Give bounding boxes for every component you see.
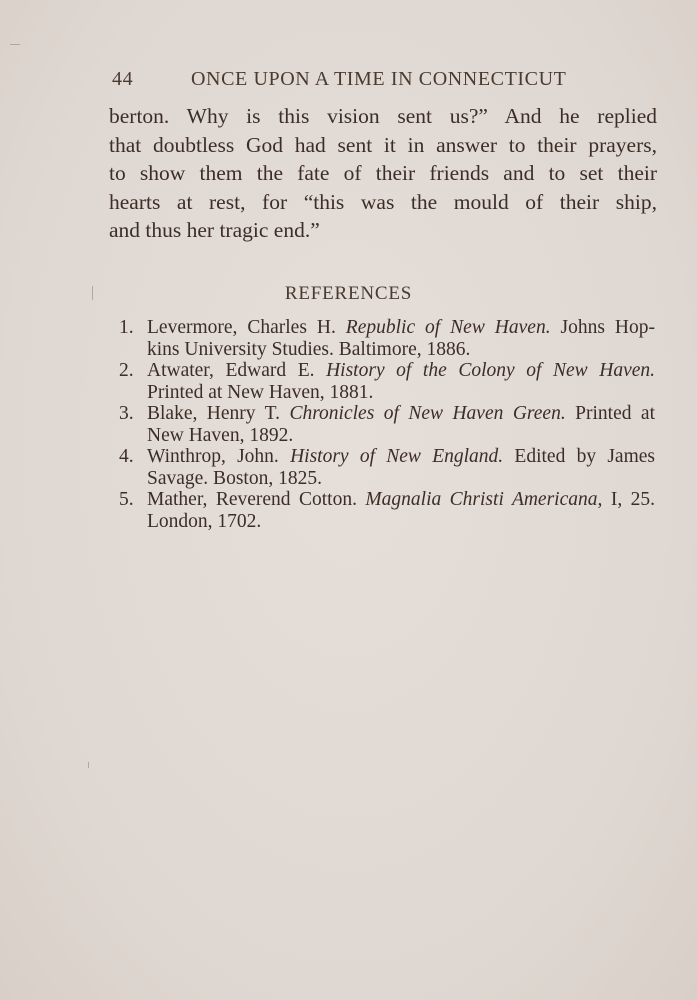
reference-number: 4.: [119, 446, 134, 467]
reference-title: Chronicles of New Haven Green.: [289, 403, 566, 424]
reference-item: [119, 489, 655, 532]
references-heading: REFERENCES: [284, 283, 413, 304]
margin-mark: [88, 762, 89, 768]
text-line: hearts at rest, for “this was the mould of their ship,: [109, 189, 657, 214]
reference-line-2: Printed at New Haven, 1881.: [147, 381, 374, 403]
reference-author: Atwater, Edward E.: [147, 360, 315, 381]
reference-title: History of New England.: [290, 446, 504, 467]
reference-number: 3.: [119, 403, 134, 424]
reference-line: [147, 446, 655, 468]
reference-item: [119, 403, 655, 446]
reference-author: Levermore, Charles H.: [147, 317, 336, 338]
text-line: and thus her tragic end.”: [109, 218, 320, 242]
reference-item: [119, 317, 655, 360]
reference-author: Mather, Reverend Cotton.: [147, 489, 357, 510]
reference-detail: Edited by James: [514, 446, 656, 467]
reference-line: [147, 489, 655, 511]
reference-line-2: Savage. Boston, 1825.: [147, 467, 322, 489]
text-line: that doubtless God had sent it in answer to their prayers,: [109, 132, 657, 157]
reference-detail: Johns Hop-: [560, 317, 655, 338]
text-line: berton. Why is this vision sent us?” And he replied: [109, 104, 657, 128]
reference-title: Republic of New Haven.: [345, 317, 551, 338]
reference-number: 1.: [119, 317, 134, 338]
running-title: ONCE UPON A TIME IN CONNECTICUT: [191, 68, 567, 90]
reference-number: 2.: [119, 360, 134, 381]
page-number: 44: [112, 68, 134, 90]
reference-detail: I, 25.: [610, 489, 656, 510]
body-paragraph: [109, 102, 657, 245]
reference-item: [119, 360, 655, 403]
reference-item: [119, 446, 655, 489]
reference-line: [147, 403, 655, 425]
reference-title: Magnalia Christi Americana,: [365, 489, 603, 510]
reference-number: 5.: [119, 489, 134, 510]
reference-line: [147, 360, 655, 382]
reference-author: Blake, Henry T.: [147, 403, 280, 424]
reference-title: History of the Colony of New Haven.: [326, 360, 656, 381]
reference-line-2: London, 1702.: [147, 510, 262, 532]
references-list: [119, 317, 655, 532]
reference-line-2: New Haven, 1892.: [147, 424, 294, 446]
text-line: to show them the fate of their friends and to set their: [109, 161, 657, 185]
reference-line: [147, 317, 655, 339]
reference-author: Winthrop, John.: [147, 446, 279, 467]
reference-line-2: kins University Studies. Baltimore, 1886.: [147, 338, 471, 360]
reference-detail: Printed at: [575, 403, 656, 424]
margin-mark: [10, 44, 20, 45]
